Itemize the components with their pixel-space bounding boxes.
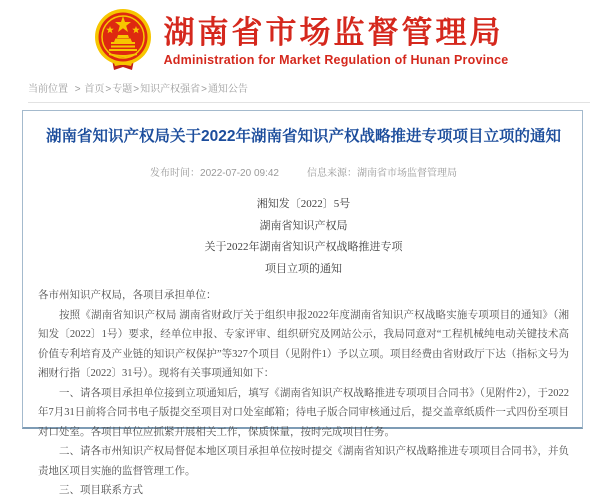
doc-number: 湘知发〔2022〕5号 xyxy=(256,198,351,210)
breadcrumb-item-topics[interactable]: 专题 xyxy=(112,84,133,95)
salutation: 各市州知识产权局，各项目承担单位： xyxy=(38,290,217,301)
doc-title-line-2: 项目立项的通知 xyxy=(265,262,342,275)
breadcrumb-item-home[interactable]: 首页 xyxy=(84,84,105,95)
article-body xyxy=(38,286,569,501)
doc-issuer: 湖南省知识产权局 xyxy=(259,219,348,232)
paragraph-2: 一、请各项目承担单位接到立项通知后，填写《湖南省知识产权战略推进专项项目合同书》（见附件2），于2022年7月31日前将合同书电子版提交至项目对口处室邮箱；待电子版合同审核通过后，提交盖章纸质件一式四份至项目对口处室。各项目单位应抓紧开展相关工作，保质保量，按时完成项目任务。 xyxy=(38,387,569,438)
paragraph-3: 二、请各市州知识产权局督促本地区项目承担单位按时提交《湖南省知识产权战略推进专项项目合同书》，并负责地区项目实施的监督管理工作。 xyxy=(38,446,569,477)
national-emblem-icon xyxy=(92,8,154,74)
breadcrumb-separator: > xyxy=(74,84,81,95)
doc-title-line-1: 关于2022年湖南省知识产权战略推进专项 xyxy=(204,241,403,253)
breadcrumb-separator: > xyxy=(133,84,140,95)
paragraph-4: 三、项目联系方式 xyxy=(59,485,143,496)
site-subtitle: Administration for Market Regulation of Hunan Province xyxy=(163,53,509,67)
breadcrumb xyxy=(28,80,590,103)
breadcrumb-item-ip-province[interactable]: 知识产权强省 xyxy=(140,84,201,95)
article-title: 湖南省知识产权局关于2022年湖南省知识产权战略推进专项项目立项的通知 xyxy=(46,128,561,145)
document-heading xyxy=(38,194,569,280)
article-card xyxy=(22,110,583,496)
breadcrumb-separator: > xyxy=(201,84,207,95)
info-source: 信息来源：湖南省市场监督管理局 xyxy=(306,168,457,179)
breadcrumb-item-notices[interactable]: 通知公告 xyxy=(207,84,248,95)
site-title: 湖南省市场监督管理局 xyxy=(163,15,504,50)
site-header xyxy=(0,0,600,78)
publish-time: 发布时间：2022-07-20 09:42 xyxy=(150,168,279,179)
paragraph-1: 按照《湖南省知识产权局 湖南省财政厅关于组织申报2022年度湖南省知识产权战略实施专项项目的通知》（湘知发〔2022〕1号）要求，经单位申报、专家评审、组织研究及网站公示，我局同意对“工程机械纯电动关键技术高价值专利培育及产业链的知识产权保护”等327个项目（见附件1）予以立项。项目经费由省财政厅下达（指标文号为湘财行指〔2022〕31号）。现将有关事项通知如下： xyxy=(38,309,569,379)
breadcrumb-separator: > xyxy=(105,84,112,95)
article-meta xyxy=(38,164,569,179)
breadcrumb-label: 当前位置 xyxy=(28,84,68,95)
